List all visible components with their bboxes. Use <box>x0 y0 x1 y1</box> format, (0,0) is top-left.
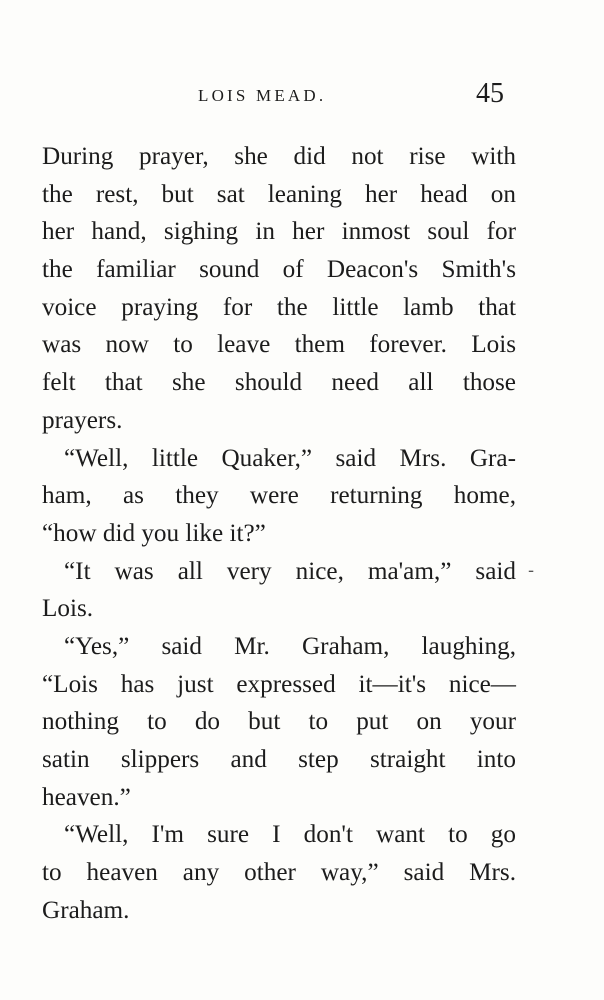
text-line: satin slippers and step straight into <box>42 746 516 773</box>
text-line: heaven.” <box>42 783 131 811</box>
running-head-title: LOIS MEAD. <box>198 86 327 105</box>
text-line: “how did you like it?” <box>42 519 266 547</box>
text-line: ham, as they were returning home, <box>42 482 516 510</box>
text-line: her hand, sighing in her inmost soul for <box>42 218 516 246</box>
text-line: was now to leave them forever. Lois <box>42 331 516 359</box>
text-line: “Well, I'm sure I don't want to go <box>64 821 516 849</box>
page-number: 45 <box>476 78 504 109</box>
text-line: “Yes,” said Mr. Graham, laughing, <box>64 632 516 660</box>
text-line: Graham. <box>42 896 130 924</box>
text-line: prayers. <box>42 406 123 434</box>
running-head <box>0 78 604 118</box>
text-line: voice praying for the little lamb that <box>42 293 516 321</box>
text-line: the familiar sound of Deacon's Smith's <box>42 256 516 284</box>
text-line: Lois. <box>42 595 94 623</box>
text-line: felt that she should need all those <box>42 369 516 397</box>
text-line: “It was all very nice, ma'am,” said <box>64 557 516 585</box>
text-line: “Lois has just expressed it—it's nice— <box>42 670 516 698</box>
body-text <box>42 138 516 929</box>
margin-mark: - <box>528 560 535 581</box>
text-line: During prayer, she did not rise with <box>42 143 516 170</box>
text-line: “Well, little Quaker,” said Mrs. Gra- <box>64 444 516 472</box>
text-line: to heaven any other way,” said Mrs. <box>42 859 516 887</box>
text-line: the rest, but sat leaning her head on <box>42 180 516 208</box>
text-line: nothing to do but to put on your <box>42 708 516 736</box>
